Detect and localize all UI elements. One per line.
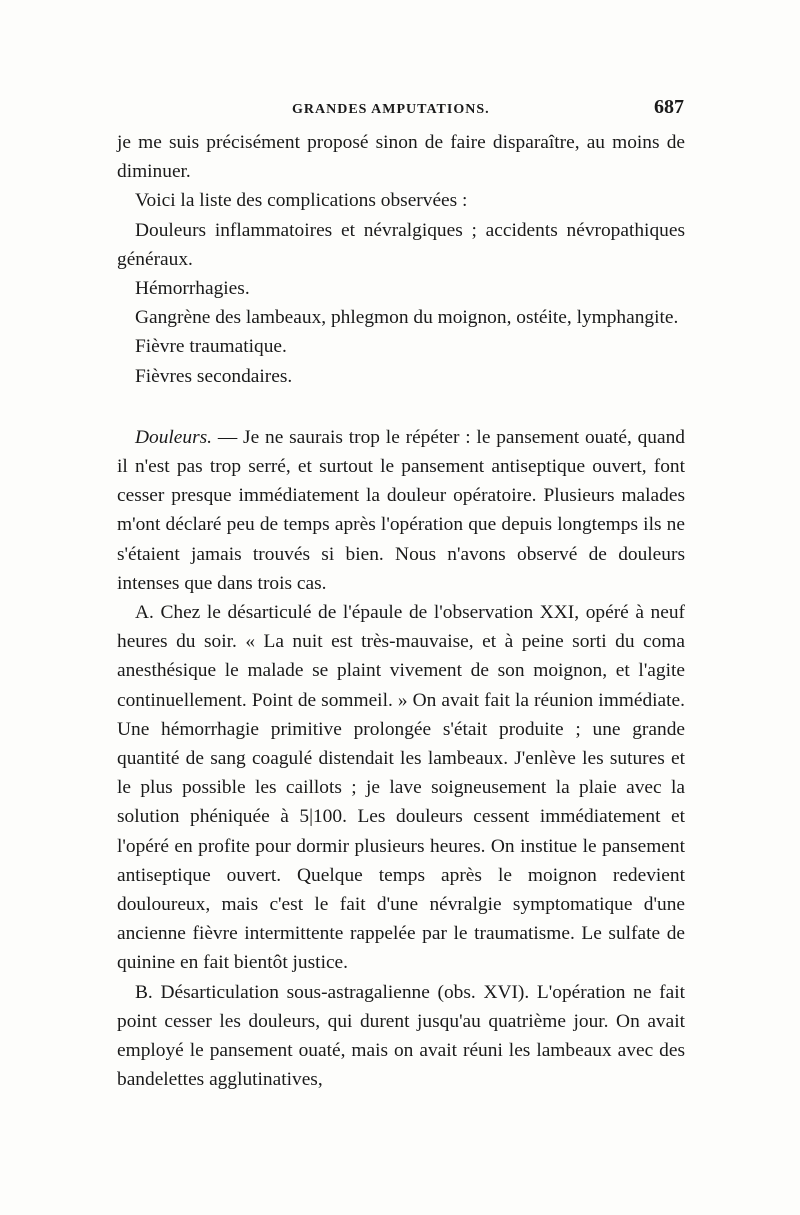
list-item-secondary-fevers: Fièvres secondaires. — [135, 365, 293, 387]
list-item-traumatic-fever: Fièvre traumatique. — [135, 336, 287, 358]
section-lead-douleurs: Douleurs. — [135, 426, 213, 448]
paragraph-case-a: A. Chez le désarticulé de l'épaule de l'observation XXI, opéré à neuf heures du soir. « La nuit est très-mauvaise, et à peine sorti du coma anesthésique le malade se plaint vivement de son moignon, et l'agite continuellement. Point de sommeil. » On avait fait la réunion immédiate. Une hémorrhagie primitive prolongée s'était produite ; une grande quantité de sang coagulé distendait les lambeaux. J'enlève les sutures et le plus possible les caillots ; je lave soigneusement la plaie avec la solution phéniquée à 5|100. Les douleurs cessent immédiatement et l'opéré en profite pour dormir plusieurs heures. On institue le pansement antiseptique ouvert. Quelque temps après le moignon redevient douloureux, mais c'est le fait d'une névralgie symptomatique d'une ancienne fièvre intermittente rappelée par le traumatisme. Le sulfate de quinine en fait bientôt justice. — [117, 602, 685, 974]
list-item-gangrene: Gangrène des lambeaux, phlegmon du moignon, ostéite, lymphangite. — [135, 307, 679, 329]
paragraph-douleurs-text: — Je ne saurais trop le répéter : le pansement ouaté, quand il n'est pas trop serré, et surtout le pansement antiseptique ouvert, font cesser presque immédiatement la douleur opératoire. Plusieurs malades m'ont déclaré peu de temps après l'opération que depuis longtemps ils ne s'étaient jamais trouvés si bien. Nous n'avons observé de douleurs intenses que dans trois cas. — [117, 426, 685, 594]
page-number: 687 — [654, 96, 684, 118]
body-text — [117, 128, 685, 1095]
paragraph-continuation: je me suis précisément proposé sinon de faire disparaître, au moins de diminuer. — [117, 132, 685, 183]
paragraph-list-intro: Voici la liste des complications observées : — [135, 190, 468, 212]
paragraph-douleurs — [117, 423, 685, 598]
section-gap — [117, 391, 685, 423]
list-item-pain: Douleurs inflammatoires et névralgiques ; accidents névropathiques généraux. — [117, 219, 685, 270]
list-item-hemorrhage: Hémorrhagies. — [135, 278, 250, 300]
running-title: GRANDES AMPUTATIONS. — [292, 102, 490, 117]
running-head — [112, 96, 684, 126]
paragraph-case-b: B. Désarticulation sous-astragalienne (obs. XVI). L'opération ne fait point cesser les douleurs, qui durent jusqu'au quatrième jour. On avait employé le pansement ouaté, mais on avait réuni les lambeaux avec des bandelettes agglutinatives, — [117, 981, 685, 1091]
